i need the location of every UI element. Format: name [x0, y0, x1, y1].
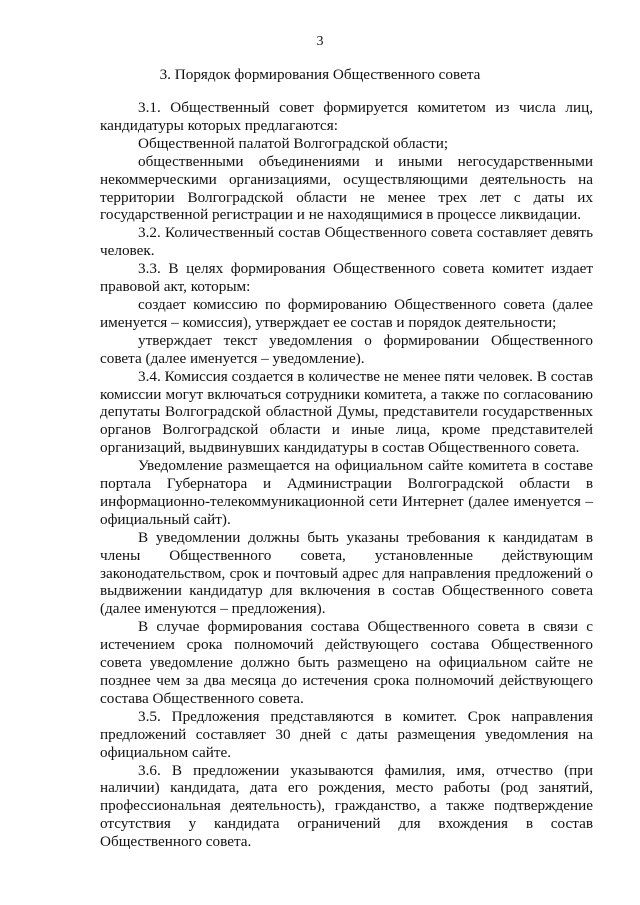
paragraph-3-4: 3.4. Комиссия создается в количестве не менее пяти человек. В состав комиссии могут включаться сотрудники комитета, а также по согласованию депутаты Волгоградской областной Думы, представители государственных органов Волгоградской области и иные лица, кроме представителей организаций, выдвинувших кандидатуры в состав Общественного совета.: [100, 367, 593, 457]
section-heading: 3. Порядок формирования Общественного совета: [159, 66, 481, 83]
page-number: 3: [316, 34, 324, 49]
paragraph-notice-approval: утверждает текст уведомления о формировании Общественного совета (далее именуется – уведомление).: [100, 331, 593, 367]
paragraph-3-3: 3.3. В целях формирования Общественного совета комитет издает правовой акт, которым:: [100, 260, 593, 296]
paragraph-3-2: 3.2. Количественный состав Общественного совета составляет девять человек.: [100, 224, 593, 260]
paragraph-notice-placement: Уведомление размещается на официальном сайте комитета в составе портала Губернатора и Администрации Волгоградской области в информационно-телекоммуникационной сети Интернет (далее именуется – официальный сайт).: [100, 457, 593, 528]
paragraph-commission-creation: создает комиссию по формированию Общественного совета (далее именуется – комиссия), утверждает ее состав и порядок деятельности;: [100, 295, 593, 331]
paragraph-public-associations: общественными объединениями и иными негосударственными некоммерческими организациями, осуществляющими деятельность на территории Волгоградской области не менее трех лет с даты их государственной регистрации и не находящимися в процессе ликвидации.: [100, 152, 593, 224]
paragraph-3-1: 3.1. Общественный совет формируется комитетом из числа лиц, кандидатуры которых предлагаются:: [100, 99, 593, 134]
paragraph-notice-requirements: В уведомлении должны быть указаны требования к кандидатам в члены Общественного совета, установленные действующим законодательством, срок и почтовый адрес для направления предложений о выдвижении кандидатур для включения в состав Общественного совета (далее именуются – предложения).: [100, 528, 593, 618]
paragraph-term-expiry: В случае формирования состава Общественного совета в связи с истечением срока полномочий действующего состава Общественного совета уведомление должно быть размещено на официальном сайте не позднее чем за два месяца до истечения срока полномочий действующего состава Общественного совета.: [100, 618, 593, 707]
paragraph-3-5: 3.5. Предложения представляются в комитет. Срок направления предложений составляет 30 дней с даты размещения уведомления на официальном сайте.: [100, 707, 593, 761]
document-body: [100, 99, 593, 851]
paragraph-3-6: 3.6. В предложении указываются фамилия, имя, отчество (при наличии) кандидата, дата его рождения, место работы (род занятий, профессиональная деятельность), гражданство, а также подтверждение отсутствия у кандидата ограничений для вхождения в состав Общественного совета.: [100, 761, 593, 851]
paragraph-public-chamber: Общественной палатой Волгоградской области;: [138, 134, 449, 152]
